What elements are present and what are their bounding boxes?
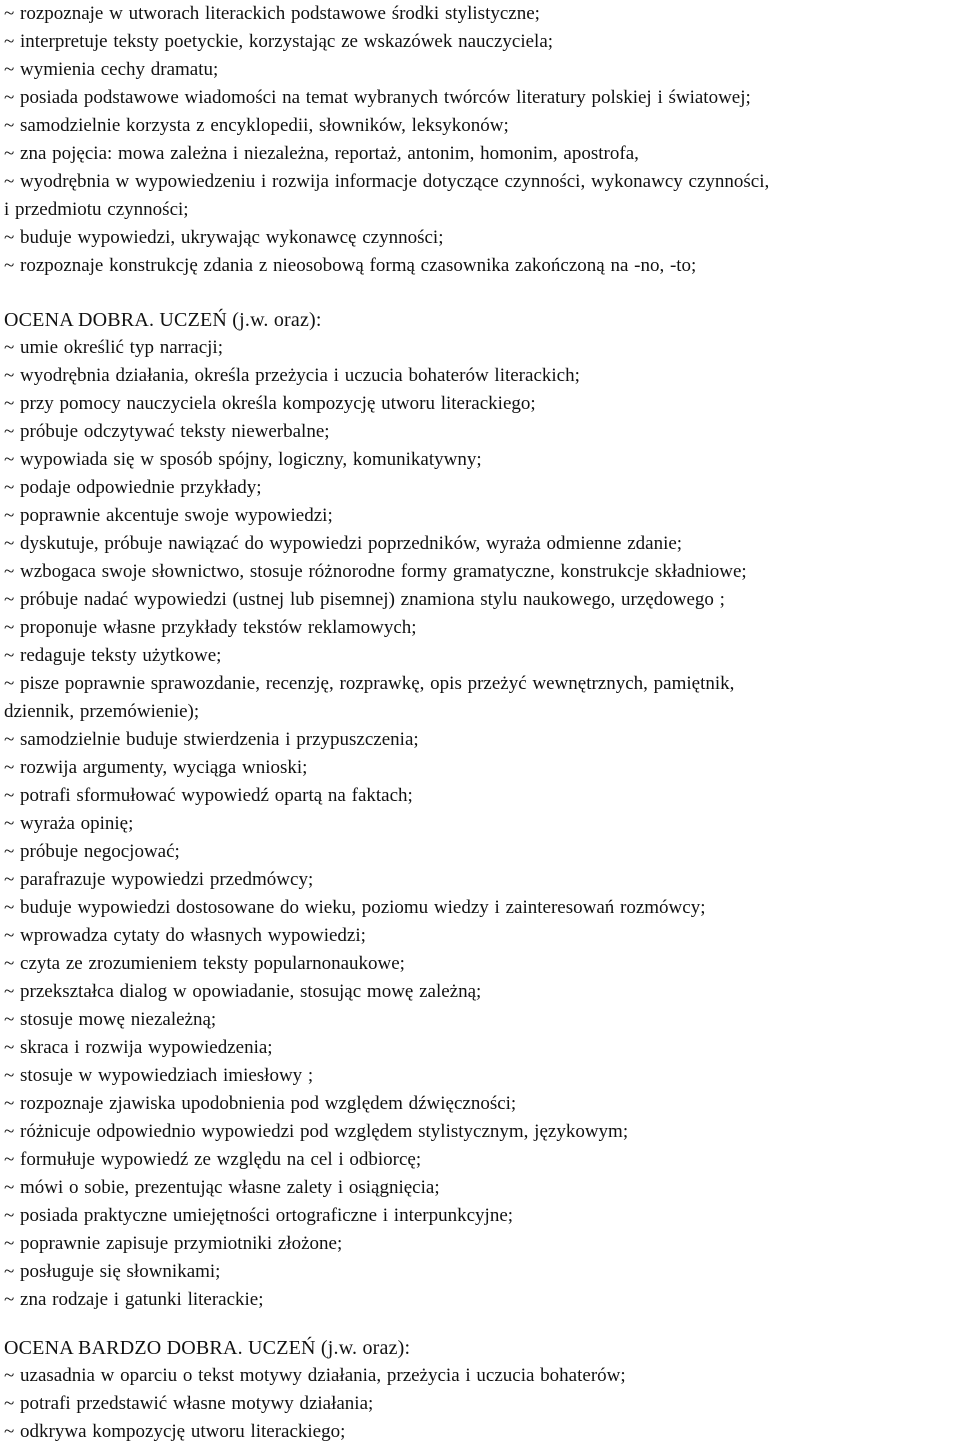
list-item: ~ odkrywa kompozycję utworu literackiego;	[4, 1421, 346, 1442]
list-item: ~ dyskutuje, próbuje nawiązać do wypowiedzi poprzedników, wyraża odmienne zdanie;	[4, 533, 683, 554]
list-item: ~ zna rodzaje i gatunki literackie;	[4, 1289, 264, 1310]
list-item: ~ poprawnie akcentuje swoje wypowiedzi;	[4, 505, 333, 526]
list-item: ~ wprowadza cytaty do własnych wypowiedzi;	[4, 925, 366, 946]
list-item: ~ przekształca dialog w opowiadanie, stosując mowę zależną;	[4, 981, 482, 1002]
list-item: ~ różnicuje odpowiednio wypowiedzi pod względem stylistycznym, językowym;	[4, 1121, 629, 1142]
list-item: ~ mówi o sobie, prezentując własne zalety i osiągnięcia;	[4, 1177, 440, 1198]
section-ocena-bardzo-dobra	[4, 1334, 958, 1446]
list-item: ~ stosuje w wypowiedziach imiesłowy ;	[4, 1065, 314, 1086]
list-item: ~ stosuje mowę niezależną;	[4, 1009, 217, 1030]
list-item: ~ rozpoznaje w utworach literackich podstawowe środki stylistyczne;	[4, 3, 540, 24]
list-item: ~ próbuje odczytywać teksty niewerbalne;	[4, 421, 330, 442]
list-item: ~ zna pojęcia: mowa zależna i niezależna, reportaż, antonim, homonim, apostrofa,	[4, 143, 639, 164]
list-item: ~ umie określić typ narracji;	[4, 337, 223, 358]
list-item: ~ proponuje własne przykłady tekstów reklamowych;	[4, 617, 417, 638]
list-item: ~ wypowiada się w sposób spójny, logiczny, komunikatywny;	[4, 449, 482, 470]
section-heading-dobra: OCENA DOBRA. UCZEŃ (j.w. oraz):	[4, 309, 322, 331]
list-item: ~ skraca i rozwija wypowiedzenia;	[4, 1037, 273, 1058]
list-item-continuation: dziennik, przemówienie);	[4, 701, 200, 722]
section-heading-bardzo-dobra: OCENA BARDZO DOBRA. UCZEŃ (j.w. oraz):	[4, 1337, 411, 1359]
list-item: ~ wymienia cechy dramatu;	[4, 59, 219, 80]
list-item: ~ buduje wypowiedzi dostosowane do wieku, poziomu wiedzy i zainteresowań rozmówcy;	[4, 897, 706, 918]
list-item: ~ podaje odpowiednie przykłady;	[4, 477, 262, 498]
list-item: ~ samodzielnie buduje stwierdzenia i przypuszczenia;	[4, 729, 419, 750]
list-item: ~ wzbogaca swoje słownictwo, stosuje różnorodne formy gramatyczne, konstrukcje składniowe;	[4, 561, 747, 582]
list-item: ~ posługuje się słownikami;	[4, 1261, 221, 1282]
list-item-continuation: i przedmiotu czynności;	[4, 199, 189, 220]
list-item: ~ rozwija argumenty, wyciąga wnioski;	[4, 757, 308, 778]
list-item: ~ wyodrębnia działania, określa przeżycia i uczucia bohaterów literackich;	[4, 365, 580, 386]
list-item: ~ wyraża opinię;	[4, 813, 134, 834]
list-item: ~ posiada podstawowe wiadomości na temat wybranych twórców literatury polskiej i światowej;	[4, 87, 751, 108]
list-item: ~ próbuje negocjować;	[4, 841, 180, 862]
list-item: ~ próbuje nadać wypowiedzi (ustnej lub pisemnej) znamiona stylu naukowego, urzędowego ;	[4, 589, 725, 610]
list-item: ~ interpretuje teksty poetyckie, korzystając ze wskazówek nauczyciela;	[4, 31, 554, 52]
list-item: ~ formułuje wypowiedź ze względu na cel i odbiorcę;	[4, 1149, 422, 1170]
section-ocena-dobra	[4, 306, 958, 1314]
list-item: ~ buduje wypowiedzi, ukrywając wykonawcę czynności;	[4, 227, 444, 248]
list-item: ~ rozpoznaje zjawiska upodobnienia pod względem dźwięczności;	[4, 1093, 517, 1114]
list-item: ~ czyta ze zrozumieniem teksty popularnonaukowe;	[4, 953, 405, 974]
list-item: ~ redaguje teksty użytkowe;	[4, 645, 222, 666]
list-item: ~ rozpoznaje konstrukcję zdania z nieosobową formą czasownika zakończoną na -no, -to;	[4, 255, 697, 276]
list-item: ~ poprawnie zapisuje przymiotniki złożone;	[4, 1233, 343, 1254]
list-item: ~ uzasadnia w oparciu o tekst motywy działania, przeżycia i uczucia bohaterów;	[4, 1365, 626, 1386]
list-item: ~ potrafi sformułować wypowiedź opartą na faktach;	[4, 785, 413, 806]
list-item: ~ pisze poprawnie sprawozdanie, recenzję, rozprawkę, opis przeżyć wewnętrznych, pamiętnik,	[4, 673, 735, 694]
list-item: ~ przy pomocy nauczyciela określa kompozycję utworu literackiego;	[4, 393, 536, 414]
list-item: ~ posiada praktyczne umiejętności ortograficzne i interpunkcyjne;	[4, 1205, 514, 1226]
list-item: ~ samodzielnie korzysta z encyklopedii, słowników, leksykonów;	[4, 115, 509, 136]
list-item: ~ wyodrębnia w wypowiedzeniu i rozwija informacje dotyczące czynności, wykonawcy czynności,	[4, 171, 770, 192]
list-item: ~ potrafi przedstawić własne motywy działania;	[4, 1393, 374, 1414]
list-item: ~ parafrazuje wypowiedzi przedmówcy;	[4, 869, 314, 890]
requirements-list-top	[4, 0, 958, 280]
